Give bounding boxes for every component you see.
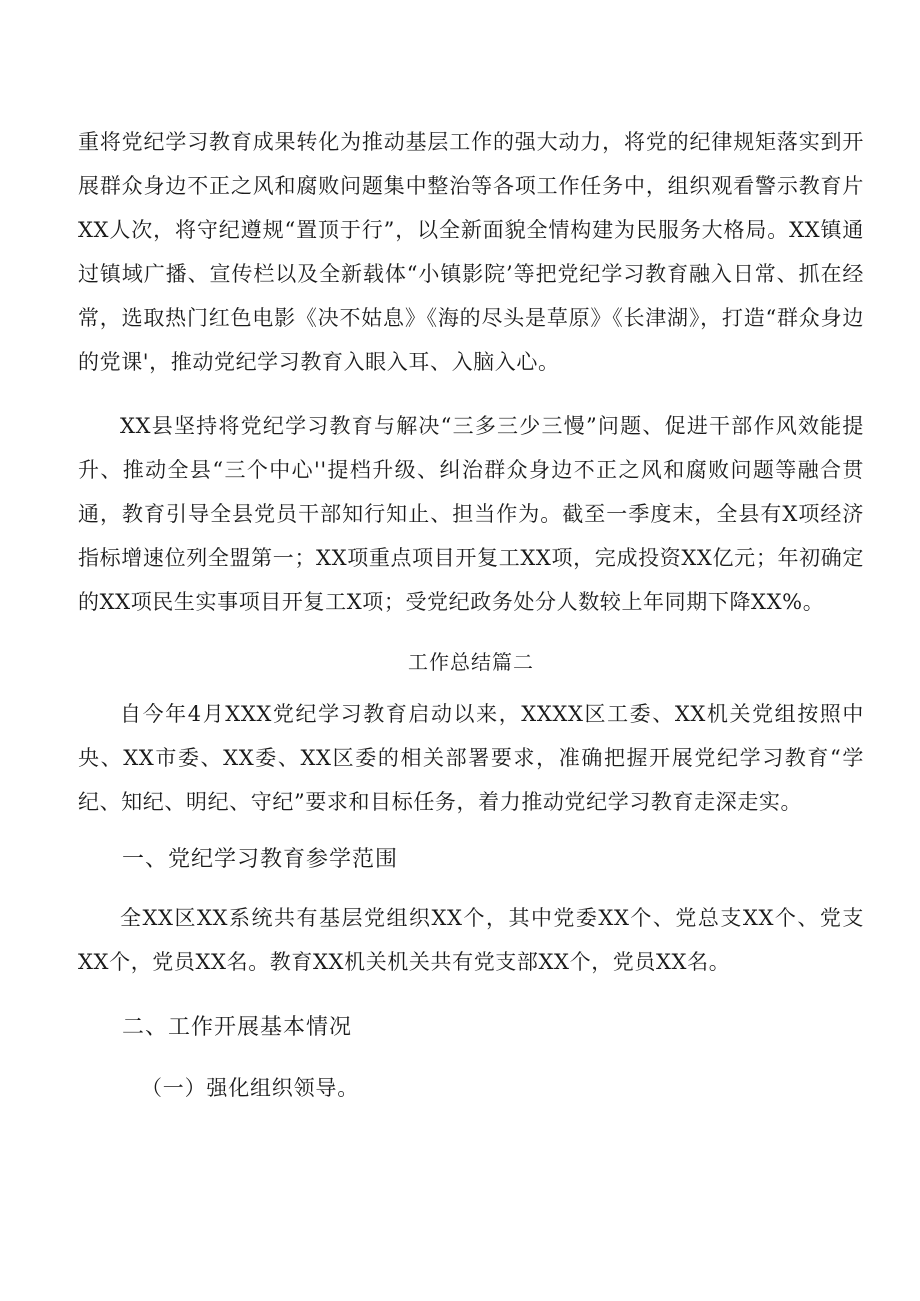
body-paragraph-scope: 全XX区XX系统共有基层党组织XX个，其中党委XX个、党总支XX个、党支XX个，党员XX名。教育XX机关机关共有党支部XX个，党员XX名。 (78, 906, 864, 974)
heading-scope: 一、党纪学习教育参学范围 (122, 847, 399, 872)
subheading-organization: （一）强化组织领导。 (141, 1076, 359, 1100)
heading-work-status: 二、工作开展基本情况 (122, 1015, 353, 1040)
body-paragraph-county-results: XX县坚持将党纪学习教育与解决“三多三少三慢”问题、促进干部作风效能提升、推动全县“三个中心''提档升级、纠治群众身边不正之风和腐败问题等融合贯通，教育引导全县党员干部知行知止、担当作为。截至一季度末，全县有X项经济指标增速位列全盟第一；XX项重点项目开复工XX项，完成投资XX亿元；年初确定的XX项民生实事项目开复工X项；受党纪政务处分人数较上年同期下降XX%。 (78, 414, 864, 614)
body-paragraph-intro: 自今年4月XXX党纪学习教育启动以来，XXXX区工委、XX机关党组按照中央、XX市委、XX委、XX区委的相关部署要求，准确把握开展党纪学习教育“学纪、知纪、明纪、守纪”要求和目标任务，着力推动党纪学习教育走深走实。 (78, 702, 864, 814)
body-paragraph-continued: 重将党纪学习教育成果转化为推动基层工作的强大动力，将党的纪律规矩落实到开展群众身边不正之风和腐败问题集中整治等各项工作任务中，组织观看警示教育片XX人次，将守纪遵规“置顶于行”，以全新面貌全情构建为民服务大格局。XX镇通过镇域广播、宣传栏以及全新载体“小镇影院’等把党纪学习教育融入日常、抓在经常，选取热门红色电影《决不姑息》《海的尽头是草原》《长津湖》，打造“群众身边的党课'，推动党纪学习教育入眼入耳、入脑入心。 (78, 130, 864, 374)
document-page (78, 120, 864, 1110)
section-title: 工作总结篇二 (408, 650, 534, 674)
